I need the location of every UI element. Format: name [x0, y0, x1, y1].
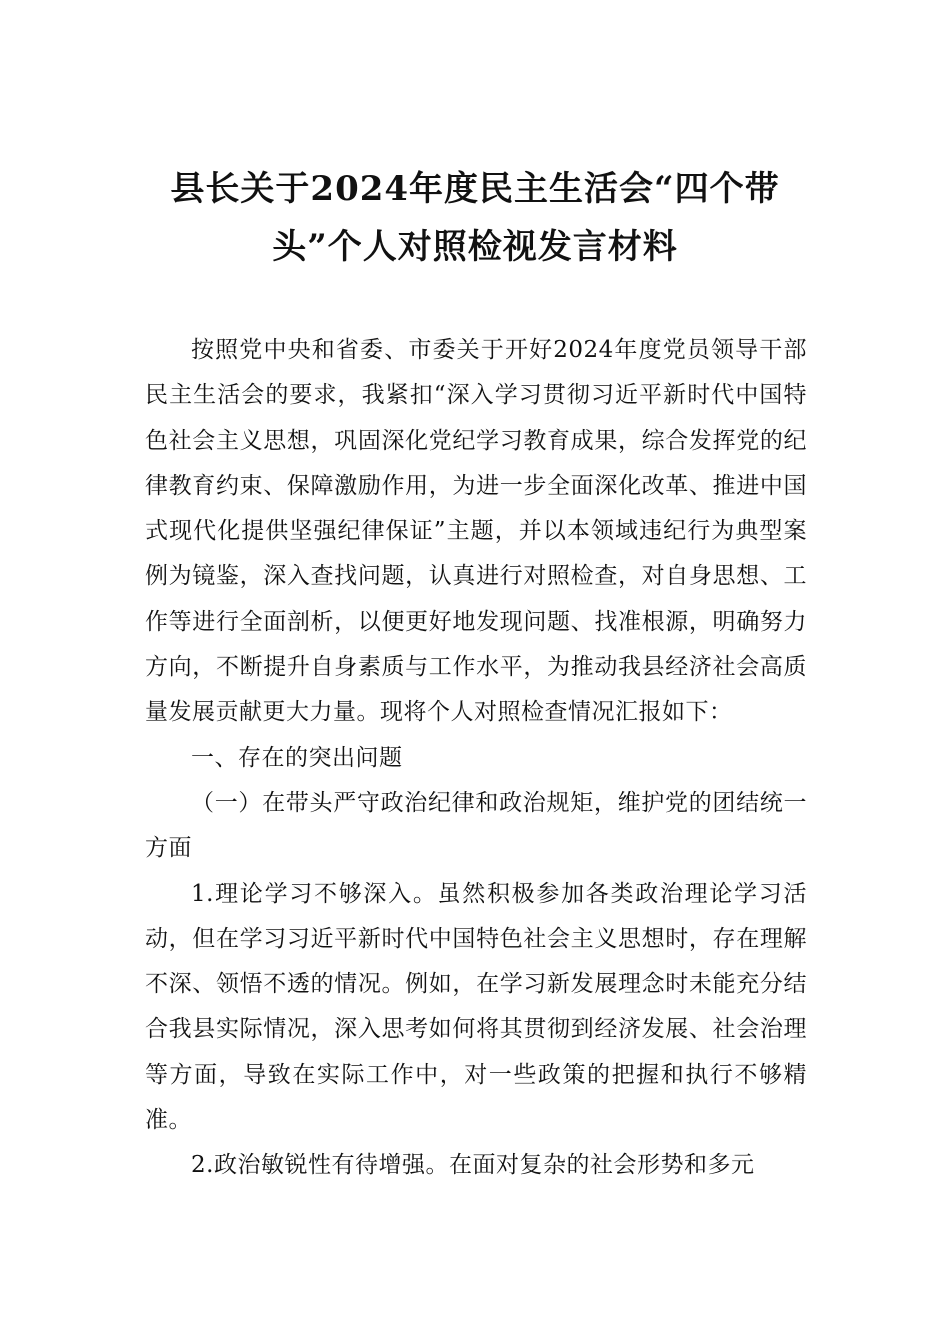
- subsection-heading: （一）在带头严守政治纪律和政治规矩，维护党的团结统一方面: [145, 789, 807, 862]
- intro-paragraph: 按照党中央和省委、市委关于开好2024年度党员领导干部民主生活会的要求，我紧扣“深入学习贯彻习近平新时代中国特色社会主义思想，巩固深化党纪学习教育成果，综合发挥党的纪律教育约束、保障激励作用，为进一步全面深化改革、推进中国式现代化提供坚强纪律保证”主题，并以本领域违纪行为典型案例为镜鉴，深入查找问题，认真进行对照检查，对自身思想、工作等进行全面剖析，以便更好地发现问题、找准根源，明确努力方向，不断提升自身素质与工作水平，为推动我县经济社会高质量发展贡献更大力量。现将个人对照检查情况汇报如下：: [145, 337, 807, 726]
- issue-paragraph-2: 2.政治敏锐性有待增强。在面对复杂的社会形势和多元: [191, 1152, 755, 1179]
- issue-paragraph-1: 1.理论学习不够深入。虽然积极参加各类政治理论学习活动，但在学习习近平新时代中国特色社会主义思想时，存在理解不深、领悟不透的情况。例如，在学习新发展理念时未能充分结合我县实际情况，深入思考如何将其贯彻到经济发展、社会治理等方面，导致在实际工作中，对一些政策的把握和执行不够精准。: [145, 880, 807, 1134]
- document-body: [145, 328, 807, 1189]
- document-title: 县长关于2024年度民主生活会“四个带头”个人对照检视发言材料: [170, 169, 780, 267]
- section-heading: 一、存在的突出问题: [191, 744, 403, 771]
